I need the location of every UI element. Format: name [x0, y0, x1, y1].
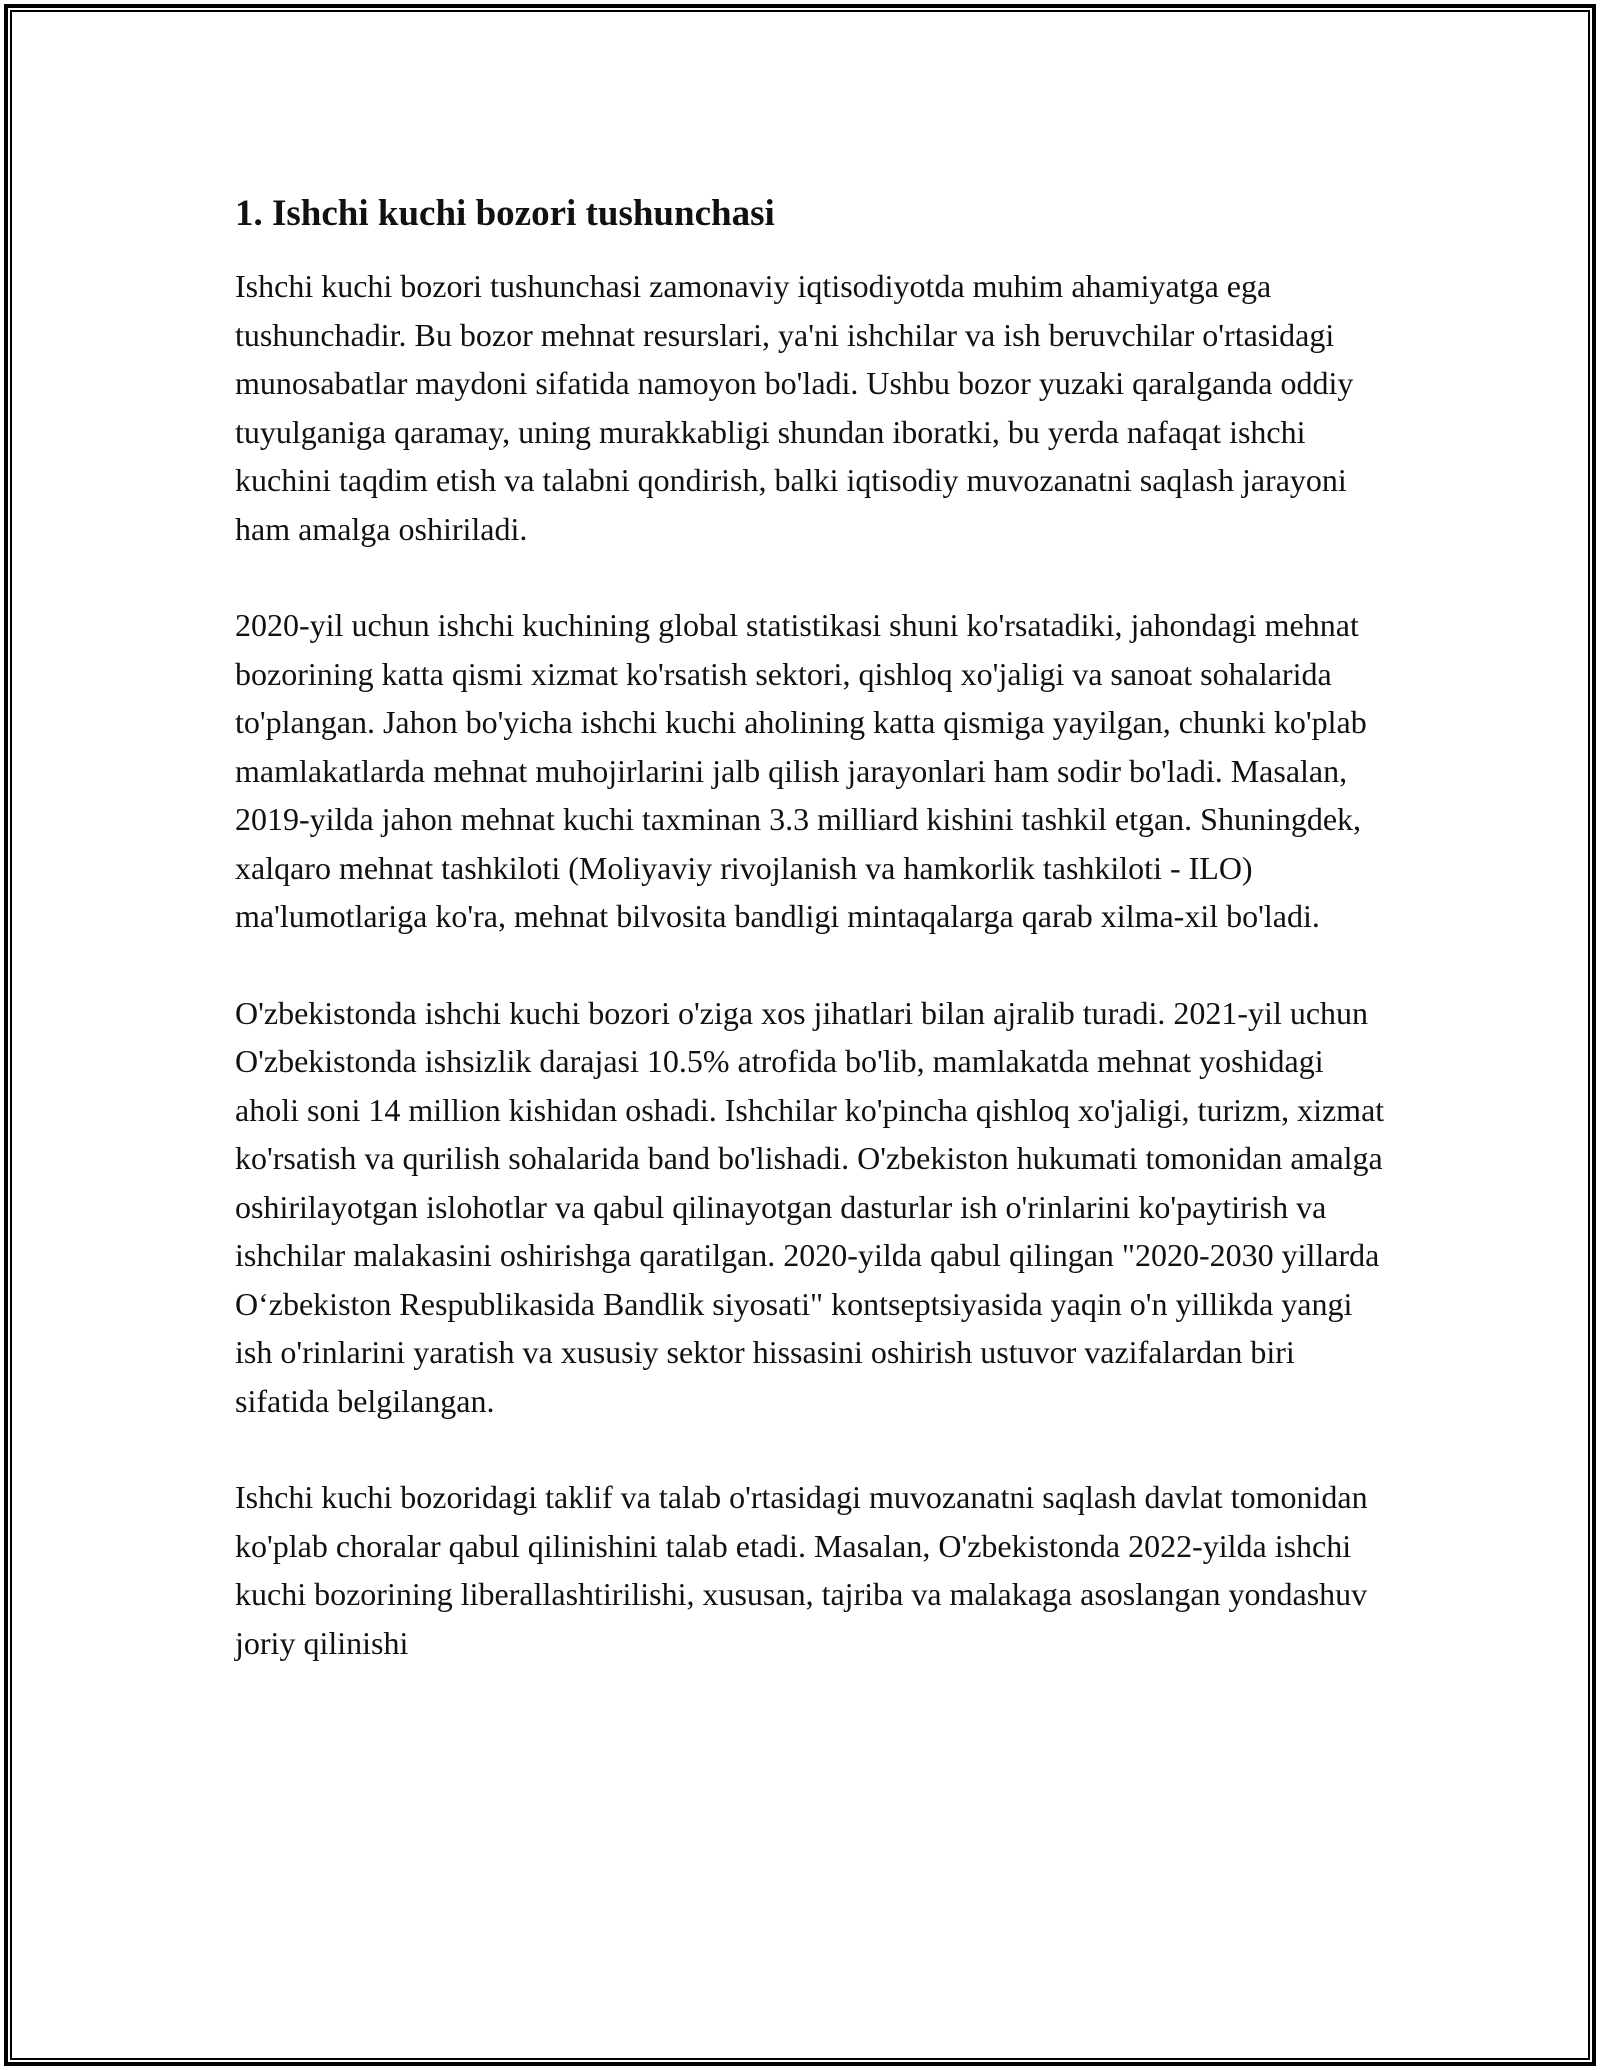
paragraph-uzbekistan-market: O'zbekistonda ishchi kuchi bozori o'ziga xos jihatlari bilan ajralib turadi. 2021-yil uchun O'zbekistonda ishsizlik darajasi 10.5% atrofida bo'lib, mamlakatda mehnat yoshidagi aholi soni 14 million kishidan oshadi. Ishchilar ko'pincha qishloq xo'jaligi, turizm, xizmat ko'rsatish va qurilish sohalarida band bo'lishadi. O'zbekiston hukumati tomonidan amalga oshirilayotgan islohotlar va qabul qilinayotgan dasturlar ish o'rinlarini ko'paytirish va ishchilar malakasini oshirishga qaratilgan. 2020-yilda qabul qilingan "2020-2030 yillarda O‘zbekiston Respublikasida Bandlik siyosati" kontseptsiyasida yaqin o'n yillikda yangi ish o'rinlarini yaratish va xususiy sektor hissasini oshirish ustuvor vazifalardan biri sifatida belgilangan. — [235, 994, 1385, 1419]
paragraph-intro: Ishchi kuchi bozori tushunchasi zamonaviy iqtisodiyotda muhim ahamiyatga ega tushunchadir. Bu bozor mehnat resurslari, ya'ni ishchilar va ish beruvchilar o'rtasidagi munosabatlar maydoni sifatida namoyon bo'ladi. Ushbu bozor yuzaki qaralganda oddiy tuyulganiga qaramay, uning murakkabligi shundan iboratki, bu yerda nafaqat ishchi kuchini taqdim etish va talabni qondirish, balki iqtisodiy muvozanatni saqlash jarayoni ham amalga oshiriladi. — [235, 268, 1354, 547]
paragraph-global-statistics: 2020-yil uchun ishchi kuchining global statistikasi shuni ko'rsatadiki, jahondagi mehnat bozorining katta qismi xizmat ko'rsatish sektori, qishloq xo'jaligi va sanoat sohalarida to'plangan. Jahon bo'yicha ishchi kuchi aholining katta qismiga yayilgan, chunki ko'plab mamlakatlarda mehnat muhojirlarini jalb qilish jarayonlari ham sodir bo'ladi. Masalan, 2019-yilda jahon mehnat kuchi taxminan 3.3 milliard kishini tashkil etgan. Shuningdek, xalqaro mehnat tashkiloti (Moliyaviy rivojlanish va hamkorlik tashkiloti - ILO) ma'lumotlariga ko'ra, mehnat bilvosita bandligi mintaqalarga qarab xilma-xil bo'ladi. — [235, 607, 1367, 934]
paragraph-supply-demand-balance: Ishchi kuchi bozoridagi taklif va talab o'rtasidagi muvozanatni saqlash davlat tomonidan ko'plab choralar qabul qilinishini talab etadi. Masalan, O'zbekistonda 2022-yilda ishchi kuchi bozorining liberallashtirilishi, xususan, tajriba va malakaga asoslangan yondashuv joriy qilinishi — [235, 1479, 1368, 1661]
document-body — [235, 186, 1385, 1667]
section-heading: 1. Ishchi kuchi bozori tushunchasi — [235, 193, 775, 234]
